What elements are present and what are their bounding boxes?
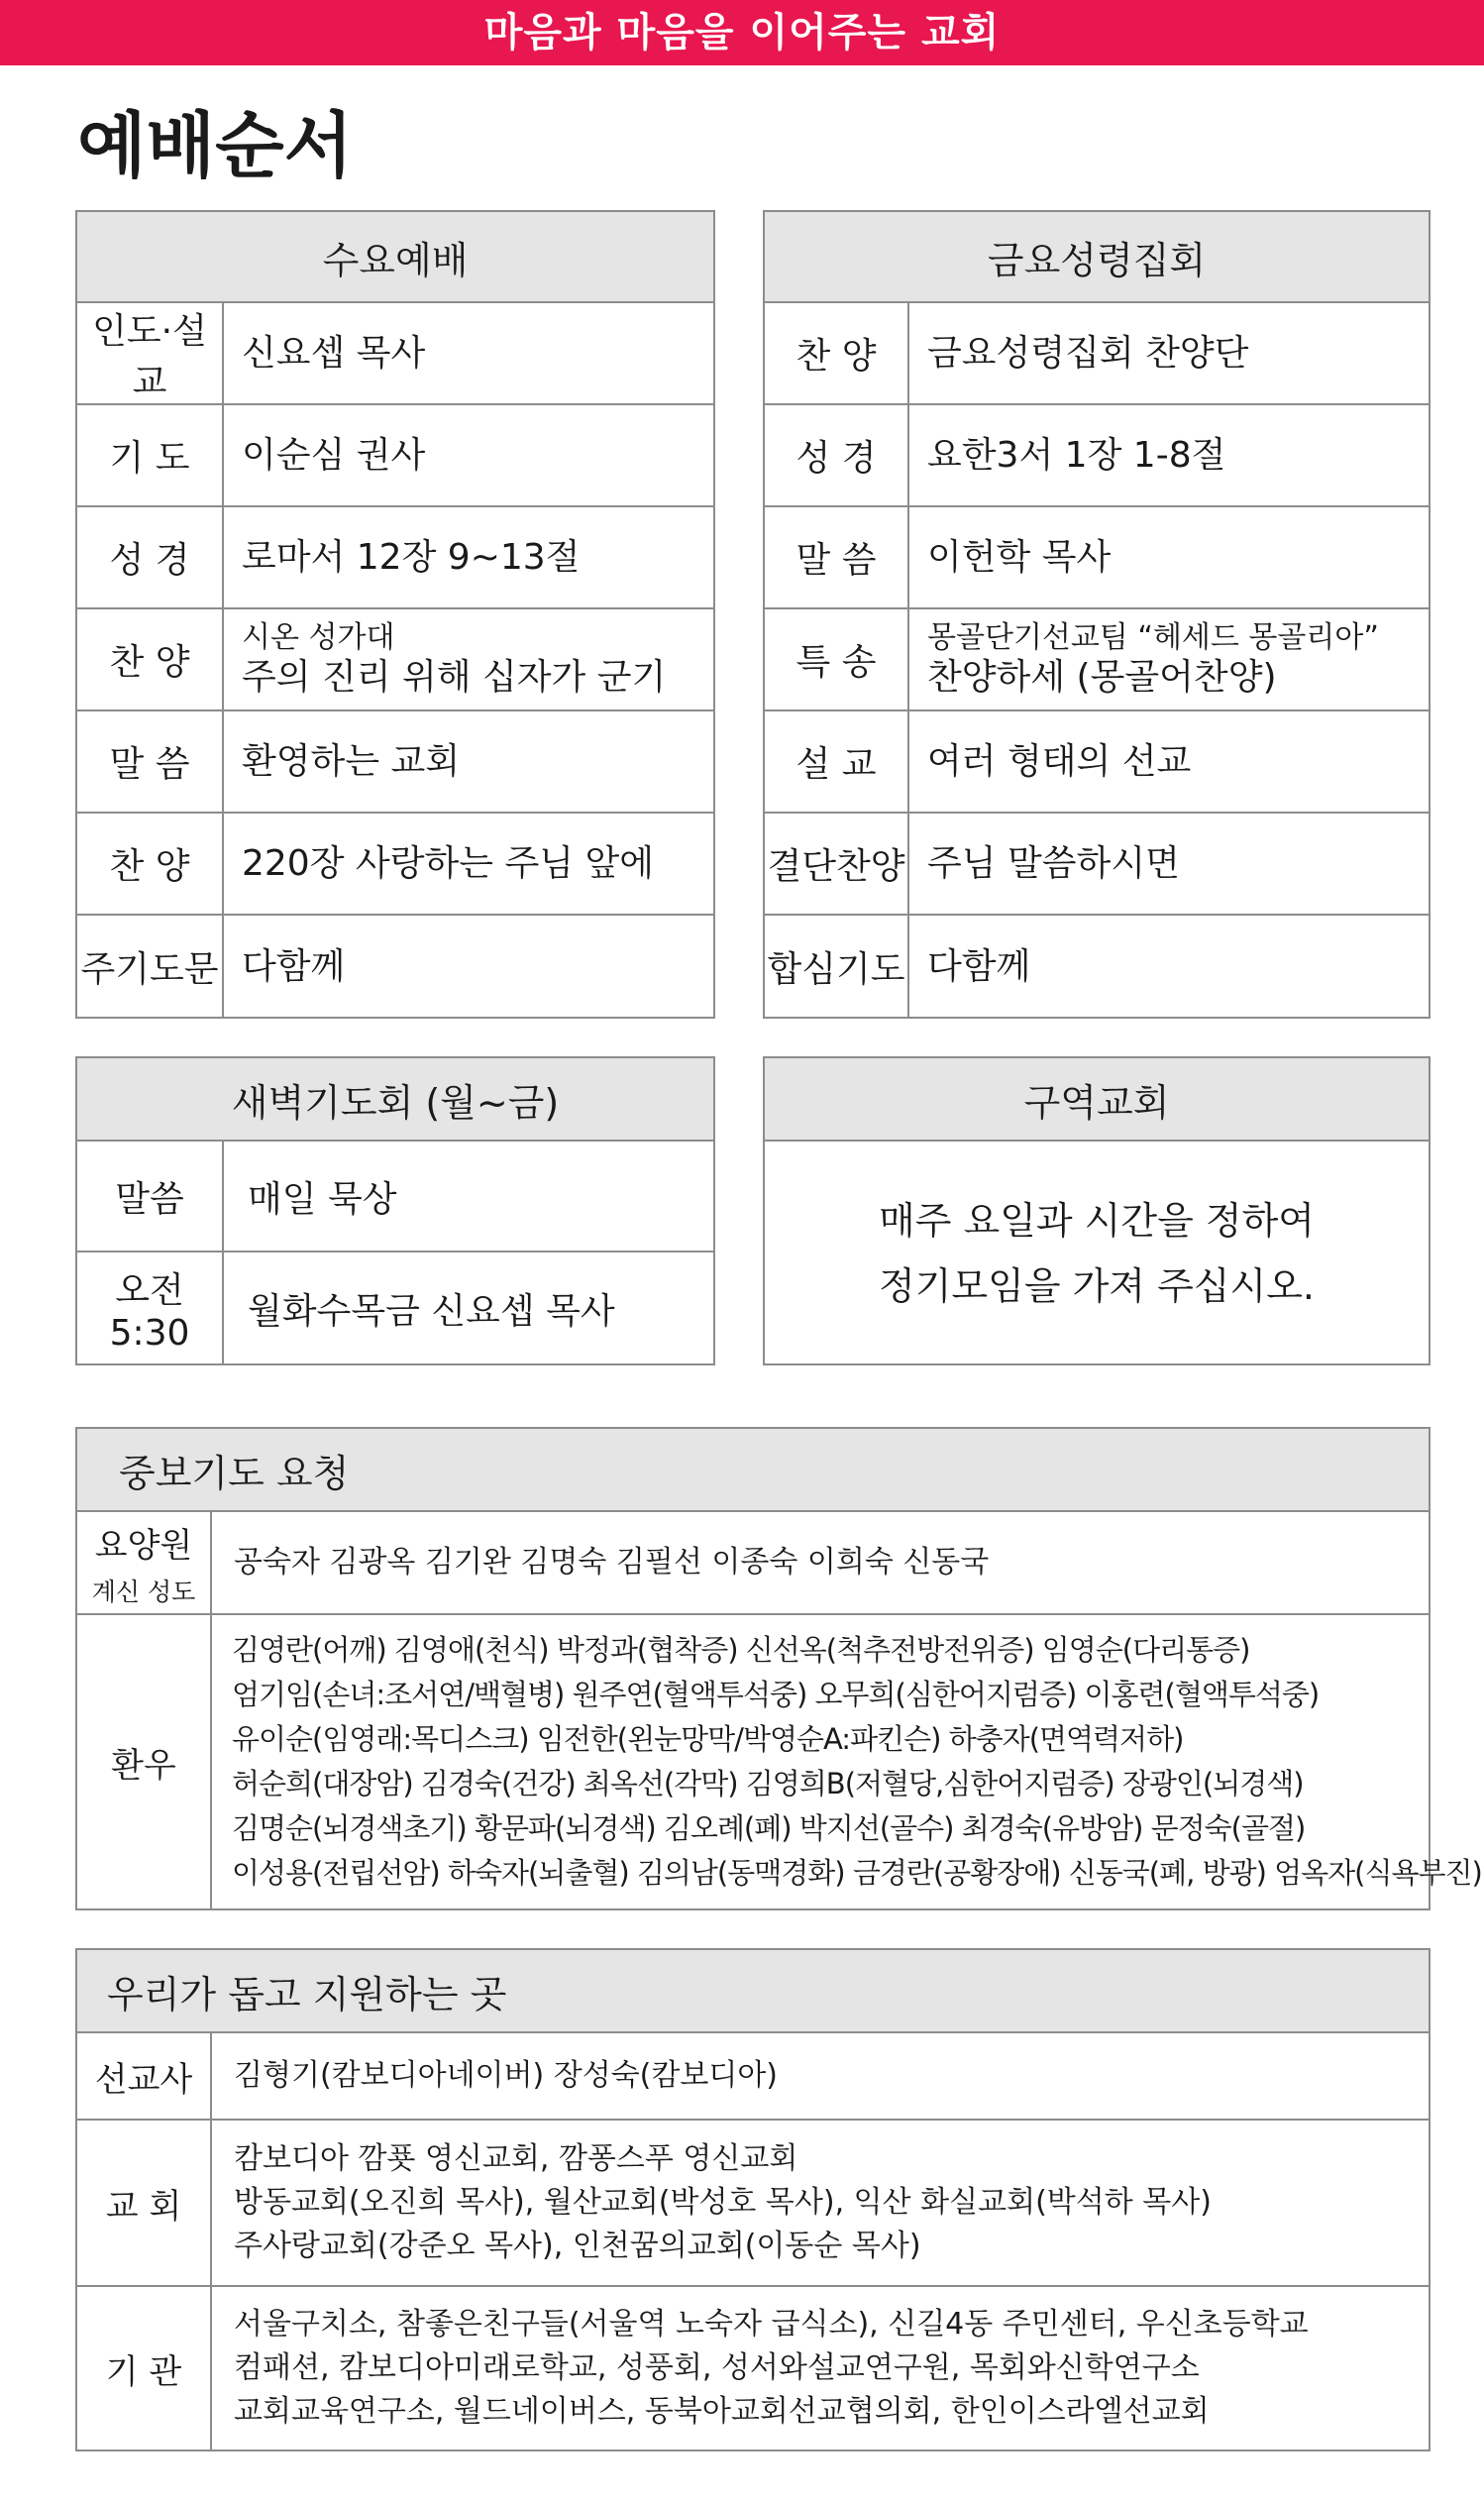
friday-row-value (909, 916, 1429, 1018)
wednesday-row-label: 인도·설교 (77, 303, 224, 403)
friday-row-value (909, 303, 1429, 403)
dawn-row-value: 매일 묵상 (248, 1178, 397, 1220)
friday-row-label: 설 교 (765, 711, 909, 812)
prayer-row-nursing (77, 1512, 1429, 1615)
friday-row-text: 금요성령집회 찬양단 (927, 332, 1249, 374)
friday-row-text: 찬양하세 (몽골어찬양) (927, 656, 1277, 698)
dawn-row-label: 오전 5:30 (77, 1252, 224, 1363)
support-row-label: 선교사 (77, 2033, 212, 2119)
wednesday-row-value (224, 916, 713, 1018)
support-row-label: 교 회 (77, 2121, 212, 2285)
support-row-value (212, 2033, 1429, 2119)
wednesday-service-title: 수요예배 (77, 212, 713, 303)
friday-row-subtext: 몽골단기선교팀 “헤세드 몽골리아” (927, 619, 1379, 655)
support-title: 우리가 돕고 지원하는 곳 (77, 1950, 1429, 2033)
prayer-request-title: 중보기도 요청 (77, 1429, 1429, 1512)
support-line: 김형기(캄보디아네이버) 장성숙(캄보디아) (234, 2058, 779, 2093)
dawn-row (77, 1142, 713, 1252)
support-row-label: 기 관 (77, 2287, 212, 2450)
district-church-box (763, 1056, 1431, 1365)
wednesday-row-text: 환영하는 교회 (242, 740, 461, 782)
prayer-row-value (212, 1615, 1482, 1908)
wednesday-row-text: 이순심 권사 (242, 434, 426, 476)
wednesday-row (77, 405, 713, 507)
district-church-title: 구역교회 (765, 1058, 1429, 1142)
dawn-prayer-box (75, 1056, 715, 1365)
support-line: 서울구치소, 참좋은친구들(서울역 노숙자 급식소), 신길4동 주민센터, 우신초등학교 (234, 2307, 1309, 2342)
wednesday-row-text: 주의 진리 위해 십자가 군기 (242, 656, 667, 698)
prayer-row-label (77, 1512, 212, 1613)
wednesday-row-subtext: 시온 성가대 (242, 619, 395, 655)
dawn-row (77, 1252, 713, 1363)
friday-row-value (909, 405, 1429, 505)
wednesday-row (77, 507, 713, 609)
friday-row-text: 이헌학 목사 (927, 536, 1112, 578)
prayer-line: 이성용(전립선암) 하숙자(뇌출혈) 김의남(동맥경화) 금경란(공황장애) 신동국(폐, 방광) 엄옥자(식욕부진) (232, 1856, 1482, 1890)
prayer-line: 공숙자 김광옥 김기완 김명숙 김필선 이종숙 이희숙 신동국 (234, 1545, 990, 1579)
friday-row-value (909, 814, 1429, 914)
support-line: 교회교육연구소, 월드네이버스, 동북아교회선교협의회, 한인이스라엘선교회 (234, 2394, 1210, 2429)
friday-row (765, 609, 1429, 711)
friday-row-label: 합심기도 (765, 916, 909, 1018)
prayer-line: 김명순(뇌경색초기) 황문파(뇌경색) 김오례(폐) 박지선(골수) 최경숙(유방암) 문정숙(골절) (232, 1811, 1306, 1845)
support-line: 컴패션, 캄보디아미래로학교, 성풍회, 성서와설교연구원, 목회와신학연구소 (234, 2350, 1200, 2385)
support-line: 방동교회(오진희 목사), 월산교회(박성호 목사), 익산 화실교회(박석하 목사) (234, 2185, 1212, 2220)
wednesday-service-box (75, 210, 715, 1019)
wednesday-row-label: 기 도 (77, 405, 224, 505)
district-church-message (765, 1142, 1429, 1365)
friday-row (765, 711, 1429, 814)
friday-row (765, 303, 1429, 405)
wednesday-row-value (224, 814, 713, 914)
district-message-line: 매주 요일과 시간을 정하여 (878, 1199, 1316, 1243)
support-box (75, 1948, 1431, 2451)
top-banner: 마음과 마음을 이어주는 교회 (0, 0, 1484, 65)
support-row-missionary (77, 2033, 1429, 2121)
friday-row-value (909, 507, 1429, 607)
prayer-row-value (212, 1512, 1429, 1613)
friday-row (765, 405, 1429, 507)
prayer-line: 김영란(어깨) 김영애(천식) 박정과(협착증) 신선옥(척추전방전위증) 임영순(다리통증) (232, 1633, 1250, 1667)
friday-row-value (909, 609, 1429, 709)
friday-row-text: 다함께 (927, 945, 1031, 987)
friday-row-label: 결단찬양 (765, 814, 909, 914)
friday-row-text: 요한3서 1장 1-8절 (927, 434, 1226, 476)
wednesday-row (77, 609, 713, 711)
district-message-line: 정기모임을 가져 주십시오. (878, 1264, 1316, 1308)
support-row-value (212, 2287, 1429, 2450)
wednesday-row-text: 다함께 (242, 945, 346, 987)
wednesday-row-value (224, 609, 713, 709)
friday-service-box (763, 210, 1431, 1019)
friday-rows (765, 303, 1429, 1018)
wednesday-row-value (224, 405, 713, 505)
wednesday-row-label: 찬 양 (77, 814, 224, 914)
friday-row-label: 성 경 (765, 405, 909, 505)
dawn-row-value: 월화수목금 신요셉 목사 (248, 1290, 615, 1332)
friday-row-value (909, 711, 1429, 812)
friday-row (765, 814, 1429, 916)
friday-row-text: 주님 말씀하시면 (927, 842, 1180, 884)
wednesday-row-text: 로마서 12장 9~13절 (242, 536, 581, 578)
prayer-label-main: 환우 (111, 1745, 176, 1786)
wednesday-row (77, 916, 713, 1018)
wednesday-row-text: 신요셉 목사 (242, 332, 426, 374)
friday-service-title: 금요성령집회 (765, 212, 1429, 303)
wednesday-row-value (224, 711, 713, 812)
wednesday-row-text: 220장 사랑하는 주님 앞에 (242, 842, 655, 884)
dawn-prayer-title: 새벽기도회 (월~금) (77, 1058, 713, 1142)
page-title: 예배순서 (77, 104, 354, 187)
support-row-church (77, 2121, 1429, 2287)
friday-row-label: 특 송 (765, 609, 909, 709)
support-line: 캄보디아 깜푯 영신교회, 깜퐁스푸 영신교회 (234, 2141, 798, 2176)
friday-row (765, 916, 1429, 1018)
support-row-institution (77, 2287, 1429, 2450)
wednesday-rows (77, 303, 713, 1018)
support-line: 주사랑교회(강준오 목사), 인천꿈의교회(이동순 목사) (234, 2229, 921, 2263)
friday-row (765, 507, 1429, 609)
prayer-line: 허순희(대장암) 김경숙(건강) 최옥선(각막) 김영희B(저혈당,심한어지럼증) 장광인(뇌경색) (232, 1767, 1304, 1800)
prayer-request-box (75, 1427, 1482, 1910)
wednesday-row (77, 303, 713, 405)
prayer-row-label (77, 1615, 212, 1908)
wednesday-row (77, 711, 713, 814)
prayer-row-patients (77, 1615, 1482, 1908)
dawn-row-label: 말씀 (77, 1142, 224, 1251)
wednesday-row-value (224, 507, 713, 607)
wednesday-row-label: 말 씀 (77, 711, 224, 812)
wednesday-row-label: 주기도문 (77, 916, 224, 1018)
prayer-line: 유이순(임영래:목디스크) 임전한(왼눈망막/박영순A:파킨슨) 하충자(면역력저하) (232, 1722, 1184, 1756)
friday-row-label: 찬 양 (765, 303, 909, 403)
prayer-line: 엄기임(손녀:조서연/백혈병) 원주연(혈액투석중) 오무희(심한어지럼증) 이홍련(혈액투석중) (232, 1678, 1320, 1711)
friday-row-label: 말 씀 (765, 507, 909, 607)
wednesday-row-label: 성 경 (77, 507, 224, 607)
prayer-label-main: 요양원 (94, 1525, 193, 1566)
prayer-label-sub: 계신 성도 (91, 1577, 196, 1606)
wednesday-row-label: 찬 양 (77, 609, 224, 709)
support-row-value (212, 2121, 1429, 2285)
wednesday-row-value (224, 303, 713, 403)
friday-row-text: 여러 형태의 선교 (927, 740, 1192, 782)
wednesday-row (77, 814, 713, 916)
